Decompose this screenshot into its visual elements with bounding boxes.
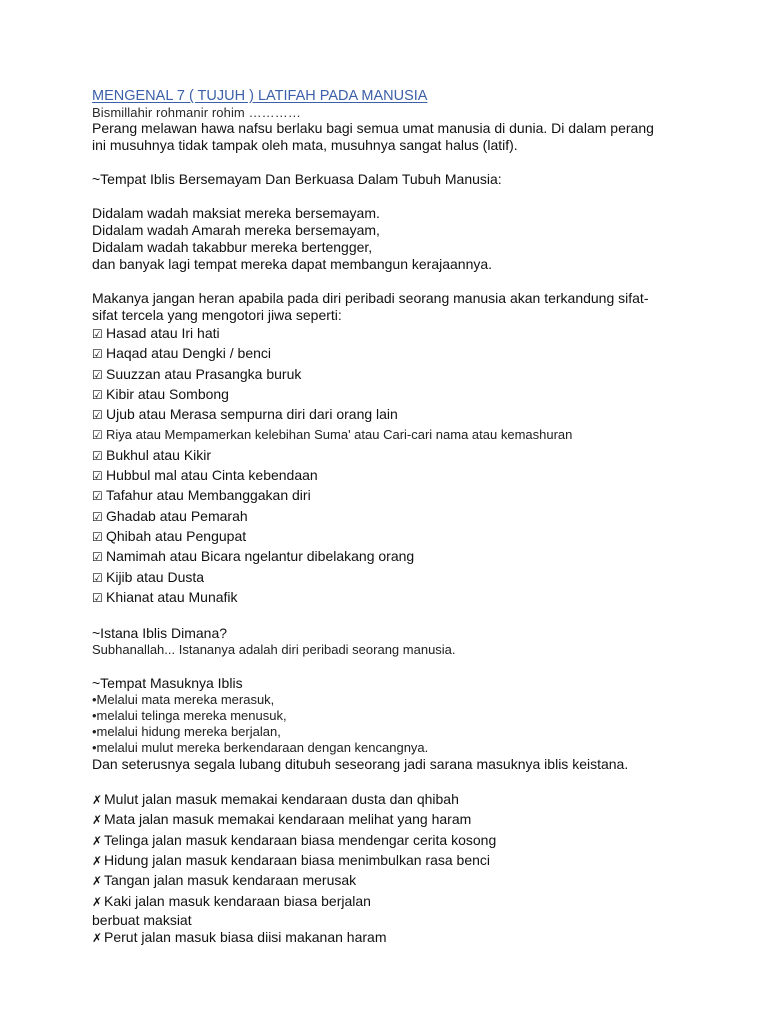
- cross-icon: ✗: [92, 813, 103, 828]
- sifat-tercela-list: [92, 324, 692, 608]
- masuk-bullet-list: [92, 692, 692, 756]
- wadah-line: Didalam wadah takabbur mereka bertengger,: [92, 239, 373, 255]
- list-item: ☑ Hasad atau Iri hati: [92, 324, 692, 344]
- wadah-line: Didalam wadah Amarah mereka bersemayam,: [92, 222, 380, 238]
- list-item: ☑ Riya atau Mempamerkan kelebihan Suma' atau Cari-cari nama atau kemashuran: [92, 425, 692, 445]
- sifat-intro-line-1: Makanya jangan heran apabila pada diri peribadi seorang manusia akan terkandung sifat-: [92, 290, 649, 306]
- checkbox-icon: ☑: [92, 570, 103, 585]
- list-item-continuation: berbuat maksiat: [92, 911, 192, 928]
- list-item: ✗ Kaki jalan masuk kendaraan biasa berjalan: [92, 892, 692, 912]
- list-item: ✗ Mulut jalan masuk memakai kendaraan dusta dan qhibah: [92, 790, 692, 810]
- list-item: ☑ Ghadab atau Pemarah: [92, 507, 692, 527]
- list-item: ☑ Qhibah atau Pengupat: [92, 527, 692, 547]
- checkbox-icon: ☑: [92, 327, 103, 341]
- intro-line-1: Perang melawan hawa nafsu berlaku bagi semua umat manusia di dunia. Di dalam perang: [92, 120, 654, 136]
- checkbox-icon: ☑: [92, 590, 103, 605]
- masuk-closing: Dan seterusnya segala lubang ditubuh seseorang jadi sarana masuknya iblis keistana.: [92, 756, 629, 773]
- list-item: ✗ Tangan jalan masuk kendaraan merusak: [92, 871, 692, 891]
- list-item: ☑ Tafahur atau Membanggakan diri: [92, 486, 692, 506]
- checkbox-icon: ☑: [92, 367, 103, 382]
- list-item: ✗ Telinga jalan masuk kendaraan biasa mendengar cerita kosong: [92, 831, 692, 851]
- list-item: •melalui telinga mereka menusuk,: [92, 708, 287, 724]
- list-item: ☑ Suuzzan atau Prasangka buruk: [92, 365, 692, 385]
- list-item: ✗ Mata jalan masuk memakai kendaraan melihat yang haram: [92, 810, 692, 830]
- section-heading-tempat-iblis: ~Tempat Iblis Bersemayam Dan Berkuasa Dalam Tubuh Manusia:: [92, 171, 502, 187]
- jalan-masuk-list: [92, 790, 692, 949]
- sifat-intro-line-2: sifat tercela yang mengotori jiwa seperti:: [92, 307, 342, 323]
- list-item: ✗ Hidung jalan masuk kendaraan biasa menimbulkan rasa benci: [92, 851, 692, 871]
- checkbox-icon: ☑: [92, 448, 103, 463]
- cross-icon: ✗: [92, 854, 103, 869]
- wadah-line: Didalam wadah maksiat mereka bersemayam.: [92, 205, 380, 221]
- checkbox-icon: ☑: [92, 408, 103, 423]
- checkbox-icon: ☑: [92, 387, 103, 402]
- checkbox-icon: ☑: [92, 347, 103, 362]
- list-item: ☑ Kijib atau Dusta: [92, 568, 692, 588]
- cross-icon: ✗: [92, 874, 103, 889]
- cross-icon: ✗: [92, 894, 103, 909]
- list-item: ☑ Haqad atau Dengki / benci: [92, 344, 692, 364]
- checkbox-icon: ☑: [92, 509, 103, 524]
- checkbox-icon: ☑: [92, 428, 103, 443]
- document-page: [92, 86, 692, 949]
- cross-icon: ✗: [92, 833, 103, 848]
- list-item: ☑ Kibir atau Sombong: [92, 385, 692, 405]
- cross-icon: ✗: [92, 931, 103, 946]
- istana-answer: Subhanallah... Istananya adalah diri peribadi seorang manusia.: [92, 642, 456, 658]
- list-item: ☑ Khianat atau Munafik: [92, 588, 692, 608]
- checkbox-icon: ☑: [92, 529, 103, 544]
- document-title: MENGENAL 7 ( TUJUH ) LATIFAH PADA MANUSIA: [92, 88, 428, 104]
- intro-line-2: ini musuhnya tidak tampak oleh mata, musuhnya sangat halus (latif).: [92, 137, 518, 153]
- cross-icon: ✗: [92, 793, 103, 808]
- list-item: •melalui hidung mereka berjalan,: [92, 724, 281, 740]
- list-item: ☑ Bukhul atau Kikir: [92, 446, 692, 466]
- bismillah-line: Bismillahir rohmanir rohim …………: [92, 105, 301, 120]
- checkbox-icon: ☑: [92, 489, 103, 504]
- list-item: •Melalui mata mereka merasuk,: [92, 692, 275, 708]
- list-item: ☑ Namimah atau Bicara ngelantur dibelakang orang: [92, 547, 692, 567]
- list-item: ☑ Ujub atau Merasa sempurna diri dari orang lain: [92, 405, 692, 425]
- list-item: ✗ Perut jalan masuk biasa diisi makanan haram: [92, 928, 692, 948]
- list-item: ☑ Hubbul mal atau Cinta kebendaan: [92, 466, 692, 486]
- section-heading-istana: ~Istana Iblis Dimana?: [92, 625, 228, 642]
- section-heading-masuk: ~Tempat Masuknya Iblis: [92, 675, 243, 692]
- checkbox-icon: ☑: [92, 469, 103, 484]
- checkbox-icon: ☑: [92, 550, 103, 565]
- list-item: •melalui mulut mereka berkendaraan dengan kencangnya.: [92, 740, 429, 756]
- wadah-line: dan banyak lagi tempat mereka dapat membangun kerajaannya.: [92, 256, 493, 272]
